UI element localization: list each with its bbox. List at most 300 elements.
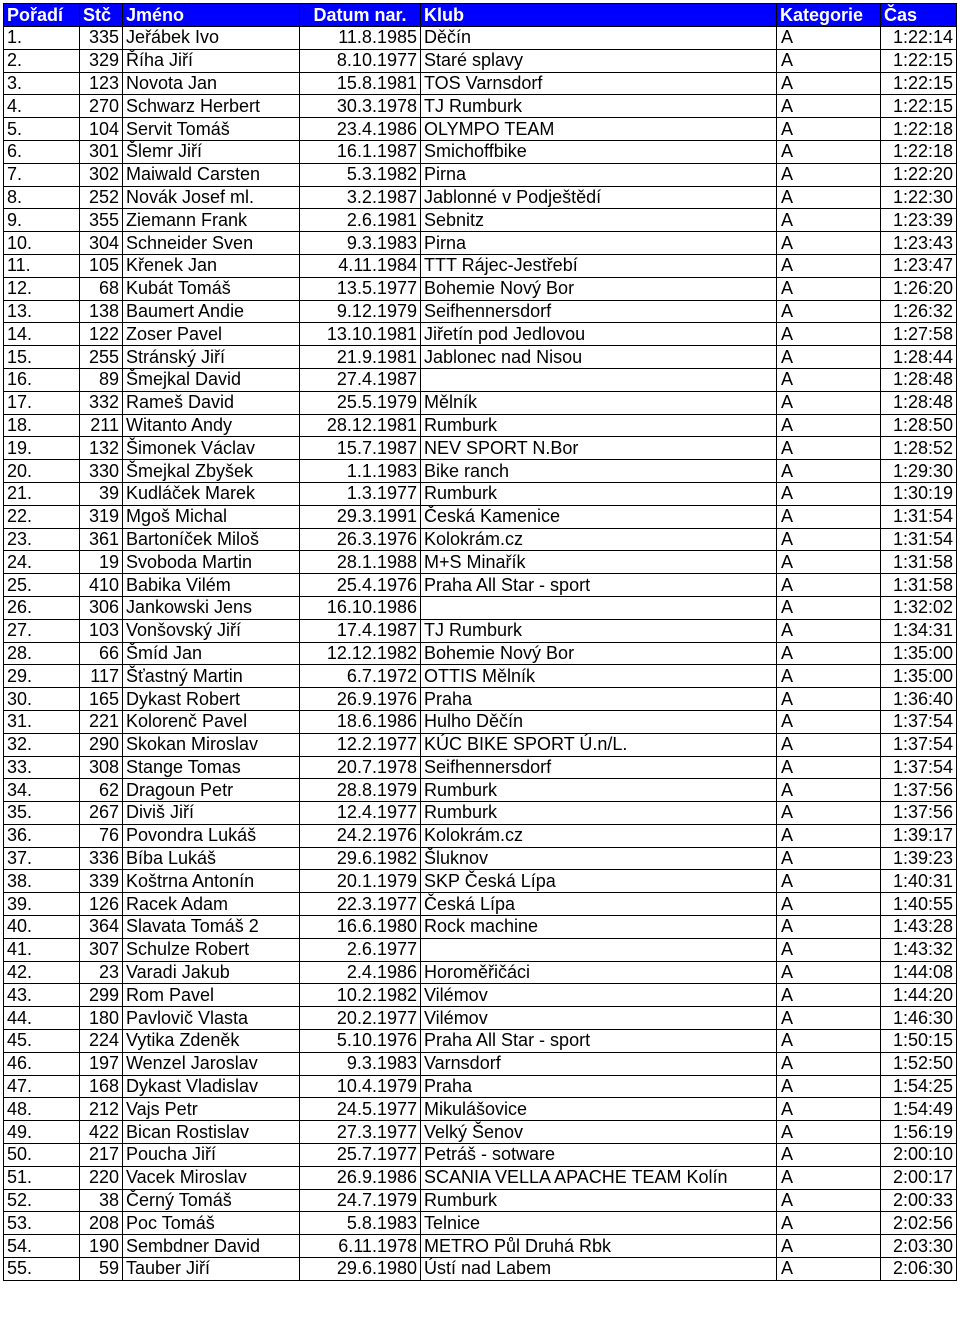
category-cell: A xyxy=(777,346,881,369)
rank-cell: 21. xyxy=(4,482,80,505)
club-cell: Rumburk xyxy=(421,414,777,437)
time-cell: 1:54:49 xyxy=(881,1098,957,1121)
name-cell: Zoser Pavel xyxy=(123,323,300,346)
table-row xyxy=(4,254,957,277)
rank-cell: 44. xyxy=(4,1007,80,1030)
category-cell: A xyxy=(777,961,881,984)
table-row xyxy=(4,368,957,391)
time-cell: 1:31:58 xyxy=(881,574,957,597)
club-cell: Seifhennersdorf xyxy=(421,300,777,323)
club-cell: Varnsdorf xyxy=(421,1052,777,1075)
bib-cell: 306 xyxy=(80,596,123,619)
name-cell: Stránský Jiří xyxy=(123,346,300,369)
birthdate-cell: 9.3.1983 xyxy=(300,1052,421,1075)
bib-cell: 255 xyxy=(80,346,123,369)
birthdate-cell: 9.12.1979 xyxy=(300,300,421,323)
club-cell: Vilémov xyxy=(421,1007,777,1030)
category-cell: A xyxy=(777,49,881,72)
rank-cell: 25. xyxy=(4,574,80,597)
name-cell: Kolorenč Pavel xyxy=(123,710,300,733)
birthdate-cell: 23.4.1986 xyxy=(300,118,421,141)
birthdate-cell: 20.2.1977 xyxy=(300,1007,421,1030)
bib-cell: 39 xyxy=(80,482,123,505)
name-cell: Šmejkal Zbyšek xyxy=(123,460,300,483)
time-cell: 1:46:30 xyxy=(881,1007,957,1030)
time-cell: 1:29:30 xyxy=(881,460,957,483)
bib-cell: 301 xyxy=(80,140,123,163)
category-cell: A xyxy=(777,528,881,551)
rank-cell: 53. xyxy=(4,1212,80,1235)
name-cell: Schwarz Herbert xyxy=(123,95,300,118)
category-cell: A xyxy=(777,688,881,711)
time-cell: 1:22:15 xyxy=(881,72,957,95)
time-cell: 1:22:15 xyxy=(881,49,957,72)
table-row xyxy=(4,1098,957,1121)
bib-cell: 117 xyxy=(80,665,123,688)
club-cell: OLYMPO TEAM xyxy=(421,118,777,141)
bib-cell: 422 xyxy=(80,1121,123,1144)
rank-cell: 9. xyxy=(4,209,80,232)
bib-cell: 89 xyxy=(80,368,123,391)
table-row xyxy=(4,118,957,141)
category-cell: A xyxy=(777,300,881,323)
bib-cell: 267 xyxy=(80,802,123,825)
name-cell: Sembdner David xyxy=(123,1235,300,1258)
name-cell: Racek Adam xyxy=(123,893,300,916)
birthdate-cell: 24.2.1976 xyxy=(300,824,421,847)
birthdate-cell: 6.11.1978 xyxy=(300,1235,421,1258)
bib-cell: 68 xyxy=(80,277,123,300)
table-row xyxy=(4,163,957,186)
birthdate-cell: 16.1.1987 xyxy=(300,140,421,163)
bib-cell: 221 xyxy=(80,710,123,733)
time-cell: 1:28:48 xyxy=(881,368,957,391)
name-cell: Wenzel Jaroslav xyxy=(123,1052,300,1075)
name-cell: Witanto Andy xyxy=(123,414,300,437)
name-cell: Bartoníček Miloš xyxy=(123,528,300,551)
club-cell: Česká Lípa xyxy=(421,893,777,916)
table-row xyxy=(4,323,957,346)
birthdate-cell: 16.10.1986 xyxy=(300,596,421,619)
name-cell: Mgoš Michal xyxy=(123,505,300,528)
name-cell: Kubát Tomáš xyxy=(123,277,300,300)
club-cell: Mikulášovice xyxy=(421,1098,777,1121)
column-header-rank: Pořadí xyxy=(4,4,80,27)
rank-cell: 4. xyxy=(4,95,80,118)
table-row xyxy=(4,209,957,232)
rank-cell: 41. xyxy=(4,938,80,961)
time-cell: 1:37:54 xyxy=(881,710,957,733)
time-cell: 1:54:25 xyxy=(881,1075,957,1098)
club-cell: Jiřetín pod Jedlovou xyxy=(421,323,777,346)
club-cell: SKP Česká Lípa xyxy=(421,870,777,893)
table-row xyxy=(4,414,957,437)
birthdate-cell: 5.10.1976 xyxy=(300,1030,421,1053)
time-cell: 1:39:23 xyxy=(881,847,957,870)
club-cell: Rumburk xyxy=(421,1189,777,1212)
bib-cell: 336 xyxy=(80,847,123,870)
category-cell: A xyxy=(777,1121,881,1144)
table-row xyxy=(4,688,957,711)
birthdate-cell: 2.4.1986 xyxy=(300,961,421,984)
table-row xyxy=(4,551,957,574)
birthdate-cell: 27.4.1987 xyxy=(300,368,421,391)
club-cell: Telnice xyxy=(421,1212,777,1235)
rank-cell: 24. xyxy=(4,551,80,574)
club-cell: Rumburk xyxy=(421,779,777,802)
time-cell: 1:26:32 xyxy=(881,300,957,323)
time-cell: 1:43:32 xyxy=(881,938,957,961)
rank-cell: 29. xyxy=(4,665,80,688)
bib-cell: 329 xyxy=(80,49,123,72)
name-cell: Pavlovič Vlasta xyxy=(123,1007,300,1030)
name-cell: Diviš Jiří xyxy=(123,802,300,825)
birthdate-cell: 20.1.1979 xyxy=(300,870,421,893)
rank-cell: 48. xyxy=(4,1098,80,1121)
name-cell: Šmejkal David xyxy=(123,368,300,391)
name-cell: Dragoun Petr xyxy=(123,779,300,802)
club-cell: Hulho Děčín xyxy=(421,710,777,733)
rank-cell: 8. xyxy=(4,186,80,209)
bib-cell: 62 xyxy=(80,779,123,802)
birthdate-cell: 18.6.1986 xyxy=(300,710,421,733)
column-header-club: Klub xyxy=(421,4,777,27)
club-cell: Děčín xyxy=(421,27,777,50)
bib-cell: 123 xyxy=(80,72,123,95)
category-cell: A xyxy=(777,1007,881,1030)
time-cell: 1:50:15 xyxy=(881,1030,957,1053)
table-row xyxy=(4,665,957,688)
table-row xyxy=(4,391,957,414)
table-row xyxy=(4,1189,957,1212)
birthdate-cell: 8.10.1977 xyxy=(300,49,421,72)
name-cell: Bican Rostislav xyxy=(123,1121,300,1144)
bib-cell: 103 xyxy=(80,619,123,642)
category-cell: A xyxy=(777,323,881,346)
rank-cell: 12. xyxy=(4,277,80,300)
rank-cell: 49. xyxy=(4,1121,80,1144)
table-row xyxy=(4,232,957,255)
club-cell: Bohemie Nový Bor xyxy=(421,642,777,665)
rank-cell: 15. xyxy=(4,346,80,369)
bib-cell: 104 xyxy=(80,118,123,141)
time-cell: 1:44:08 xyxy=(881,961,957,984)
club-cell: SCANIA VELLA APACHE TEAM Kolín xyxy=(421,1166,777,1189)
time-cell: 1:39:17 xyxy=(881,824,957,847)
category-cell: A xyxy=(777,619,881,642)
name-cell: Vonšovský Jiří xyxy=(123,619,300,642)
name-cell: Dykast Vladislav xyxy=(123,1075,300,1098)
club-cell: Praha xyxy=(421,1075,777,1098)
time-cell: 2:00:33 xyxy=(881,1189,957,1212)
category-cell: A xyxy=(777,984,881,1007)
table-row xyxy=(4,1052,957,1075)
time-cell: 1:31:54 xyxy=(881,528,957,551)
bib-cell: 208 xyxy=(80,1212,123,1235)
bib-cell: 335 xyxy=(80,27,123,50)
category-cell: A xyxy=(777,72,881,95)
rank-cell: 14. xyxy=(4,323,80,346)
name-cell: Bíba Lukáš xyxy=(123,847,300,870)
name-cell: Šlemr Jiří xyxy=(123,140,300,163)
name-cell: Vacek Miroslav xyxy=(123,1166,300,1189)
time-cell: 1:37:56 xyxy=(881,802,957,825)
category-cell: A xyxy=(777,140,881,163)
birthdate-cell: 20.7.1978 xyxy=(300,756,421,779)
rank-cell: 34. xyxy=(4,779,80,802)
bib-cell: 122 xyxy=(80,323,123,346)
club-cell: METRO Půl Druhá Rbk xyxy=(421,1235,777,1258)
bib-cell: 332 xyxy=(80,391,123,414)
category-cell: A xyxy=(777,870,881,893)
club-cell: Rumburk xyxy=(421,802,777,825)
club-cell: Jablonec nad Nisou xyxy=(421,346,777,369)
name-cell: Stange Tomas xyxy=(123,756,300,779)
birthdate-cell: 5.3.1982 xyxy=(300,163,421,186)
club-cell: Bohemie Nový Bor xyxy=(421,277,777,300)
time-cell: 1:23:47 xyxy=(881,254,957,277)
rank-cell: 26. xyxy=(4,596,80,619)
column-header-bib: Stč xyxy=(80,4,123,27)
time-cell: 1:22:14 xyxy=(881,27,957,50)
name-cell: Dykast Robert xyxy=(123,688,300,711)
category-cell: A xyxy=(777,254,881,277)
time-cell: 1:40:55 xyxy=(881,893,957,916)
name-cell: Jeřábek Ivo xyxy=(123,27,300,50)
club-cell: Praha All Star - sport xyxy=(421,574,777,597)
birthdate-cell: 16.6.1980 xyxy=(300,916,421,939)
birthdate-cell: 22.3.1977 xyxy=(300,893,421,916)
club-cell: Horoměřičáci xyxy=(421,961,777,984)
name-cell: Poucha Jiří xyxy=(123,1144,300,1167)
rank-cell: 54. xyxy=(4,1235,80,1258)
name-cell: Křenek Jan xyxy=(123,254,300,277)
birthdate-cell: 13.5.1977 xyxy=(300,277,421,300)
category-cell: A xyxy=(777,505,881,528)
name-cell: Schulze Robert xyxy=(123,938,300,961)
bib-cell: 212 xyxy=(80,1098,123,1121)
birthdate-cell: 4.11.1984 xyxy=(300,254,421,277)
club-cell: Smichoffbike xyxy=(421,140,777,163)
bib-cell: 105 xyxy=(80,254,123,277)
rank-cell: 13. xyxy=(4,300,80,323)
club-cell: TJ Rumburk xyxy=(421,95,777,118)
bib-cell: 410 xyxy=(80,574,123,597)
time-cell: 1:35:00 xyxy=(881,642,957,665)
table-row xyxy=(4,1235,957,1258)
birthdate-cell: 29.6.1980 xyxy=(300,1258,421,1281)
club-cell: Kolokrám.cz xyxy=(421,824,777,847)
bib-cell: 126 xyxy=(80,893,123,916)
time-cell: 2:06:30 xyxy=(881,1258,957,1281)
rank-cell: 47. xyxy=(4,1075,80,1098)
time-cell: 1:28:48 xyxy=(881,391,957,414)
club-cell xyxy=(421,368,777,391)
category-cell: A xyxy=(777,232,881,255)
club-cell: Šluknov xyxy=(421,847,777,870)
name-cell: Rameš David xyxy=(123,391,300,414)
category-cell: A xyxy=(777,95,881,118)
club-cell xyxy=(421,938,777,961)
table-row xyxy=(4,642,957,665)
category-cell: A xyxy=(777,437,881,460)
name-cell: Rom Pavel xyxy=(123,984,300,1007)
rank-cell: 39. xyxy=(4,893,80,916)
time-cell: 1:26:20 xyxy=(881,277,957,300)
time-cell: 1:37:54 xyxy=(881,733,957,756)
category-cell: A xyxy=(777,163,881,186)
time-cell: 1:37:56 xyxy=(881,779,957,802)
category-cell: A xyxy=(777,460,881,483)
club-cell: Sebnitz xyxy=(421,209,777,232)
bib-cell: 211 xyxy=(80,414,123,437)
column-header-time: Čas xyxy=(881,4,957,27)
club-cell: Jablonné v Podještědí xyxy=(421,186,777,209)
table-row xyxy=(4,733,957,756)
table-row xyxy=(4,1212,957,1235)
birthdate-cell: 29.3.1991 xyxy=(300,505,421,528)
rank-cell: 23. xyxy=(4,528,80,551)
birthdate-cell: 9.3.1983 xyxy=(300,232,421,255)
club-cell: M+S Minařík xyxy=(421,551,777,574)
rank-cell: 52. xyxy=(4,1189,80,1212)
club-cell: TJ Rumburk xyxy=(421,619,777,642)
rank-cell: 35. xyxy=(4,802,80,825)
table-row xyxy=(4,961,957,984)
category-cell: A xyxy=(777,1144,881,1167)
bib-cell: 180 xyxy=(80,1007,123,1030)
category-cell: A xyxy=(777,186,881,209)
bib-cell: 270 xyxy=(80,95,123,118)
club-cell: Petráš - sotware xyxy=(421,1144,777,1167)
category-cell: A xyxy=(777,596,881,619)
club-cell: NEV SPORT N.Bor xyxy=(421,437,777,460)
category-cell: A xyxy=(777,482,881,505)
table-row xyxy=(4,72,957,95)
birthdate-cell: 10.4.1979 xyxy=(300,1075,421,1098)
rank-cell: 31. xyxy=(4,710,80,733)
category-cell: A xyxy=(777,779,881,802)
category-cell: A xyxy=(777,938,881,961)
name-cell: Jankowski Jens xyxy=(123,596,300,619)
club-cell: Kolokrám.cz xyxy=(421,528,777,551)
rank-cell: 1. xyxy=(4,27,80,50)
birthdate-cell: 24.5.1977 xyxy=(300,1098,421,1121)
bib-cell: 299 xyxy=(80,984,123,1007)
rank-cell: 42. xyxy=(4,961,80,984)
name-cell: Poc Tomáš xyxy=(123,1212,300,1235)
table-row xyxy=(4,505,957,528)
rank-cell: 6. xyxy=(4,140,80,163)
category-cell: A xyxy=(777,1052,881,1075)
time-cell: 1:30:19 xyxy=(881,482,957,505)
column-header-category: Kategorie xyxy=(777,4,881,27)
category-cell: A xyxy=(777,1075,881,1098)
name-cell: Novota Jan xyxy=(123,72,300,95)
birthdate-cell: 21.9.1981 xyxy=(300,346,421,369)
category-cell: A xyxy=(777,1030,881,1053)
rank-cell: 50. xyxy=(4,1144,80,1167)
bib-cell: 190 xyxy=(80,1235,123,1258)
name-cell: Říha Jiří xyxy=(123,49,300,72)
rank-cell: 18. xyxy=(4,414,80,437)
time-cell: 1:32:02 xyxy=(881,596,957,619)
table-row xyxy=(4,1166,957,1189)
time-cell: 1:22:18 xyxy=(881,140,957,163)
table-row xyxy=(4,482,957,505)
rank-cell: 28. xyxy=(4,642,80,665)
category-cell: A xyxy=(777,1212,881,1235)
birthdate-cell: 25.4.1976 xyxy=(300,574,421,597)
header-row xyxy=(4,4,957,27)
name-cell: Koštrna Antonín xyxy=(123,870,300,893)
bib-cell: 19 xyxy=(80,551,123,574)
bib-cell: 132 xyxy=(80,437,123,460)
birthdate-cell: 25.5.1979 xyxy=(300,391,421,414)
time-cell: 1:43:28 xyxy=(881,916,957,939)
bib-cell: 165 xyxy=(80,688,123,711)
rank-cell: 7. xyxy=(4,163,80,186)
name-cell: Slavata Tomáš 2 xyxy=(123,916,300,939)
bib-cell: 59 xyxy=(80,1258,123,1281)
bib-cell: 224 xyxy=(80,1030,123,1053)
name-cell: Svoboda Martin xyxy=(123,551,300,574)
club-cell: TTT Rájec-Jestřebí xyxy=(421,254,777,277)
bib-cell: 307 xyxy=(80,938,123,961)
category-cell: A xyxy=(777,710,881,733)
table-row xyxy=(4,938,957,961)
club-cell: Vilémov xyxy=(421,984,777,1007)
bib-cell: 66 xyxy=(80,642,123,665)
bib-cell: 23 xyxy=(80,961,123,984)
table-row xyxy=(4,619,957,642)
birthdate-cell: 5.8.1983 xyxy=(300,1212,421,1235)
category-cell: A xyxy=(777,733,881,756)
club-cell xyxy=(421,596,777,619)
birthdate-cell: 29.6.1982 xyxy=(300,847,421,870)
club-cell: Staré splavy xyxy=(421,49,777,72)
birthdate-cell: 26.9.1976 xyxy=(300,688,421,711)
time-cell: 1:31:54 xyxy=(881,505,957,528)
table-row xyxy=(4,95,957,118)
time-cell: 2:00:17 xyxy=(881,1166,957,1189)
category-cell: A xyxy=(777,1098,881,1121)
time-cell: 1:28:50 xyxy=(881,414,957,437)
birthdate-cell: 3.2.1987 xyxy=(300,186,421,209)
rank-cell: 19. xyxy=(4,437,80,460)
rank-cell: 55. xyxy=(4,1258,80,1281)
table-row xyxy=(4,140,957,163)
rank-cell: 3. xyxy=(4,72,80,95)
birthdate-cell: 12.2.1977 xyxy=(300,733,421,756)
bib-cell: 138 xyxy=(80,300,123,323)
time-cell: 1:52:50 xyxy=(881,1052,957,1075)
time-cell: 1:23:43 xyxy=(881,232,957,255)
name-cell: Baumert Andie xyxy=(123,300,300,323)
rank-cell: 16. xyxy=(4,368,80,391)
birthdate-cell: 24.7.1979 xyxy=(300,1189,421,1212)
rank-cell: 46. xyxy=(4,1052,80,1075)
time-cell: 1:37:54 xyxy=(881,756,957,779)
birthdate-cell: 6.7.1972 xyxy=(300,665,421,688)
birthdate-cell: 26.3.1976 xyxy=(300,528,421,551)
time-cell: 1:34:31 xyxy=(881,619,957,642)
birthdate-cell: 2.6.1977 xyxy=(300,938,421,961)
time-cell: 1:44:20 xyxy=(881,984,957,1007)
time-cell: 1:28:44 xyxy=(881,346,957,369)
name-cell: Servit Tomáš xyxy=(123,118,300,141)
club-cell: Pirna xyxy=(421,232,777,255)
